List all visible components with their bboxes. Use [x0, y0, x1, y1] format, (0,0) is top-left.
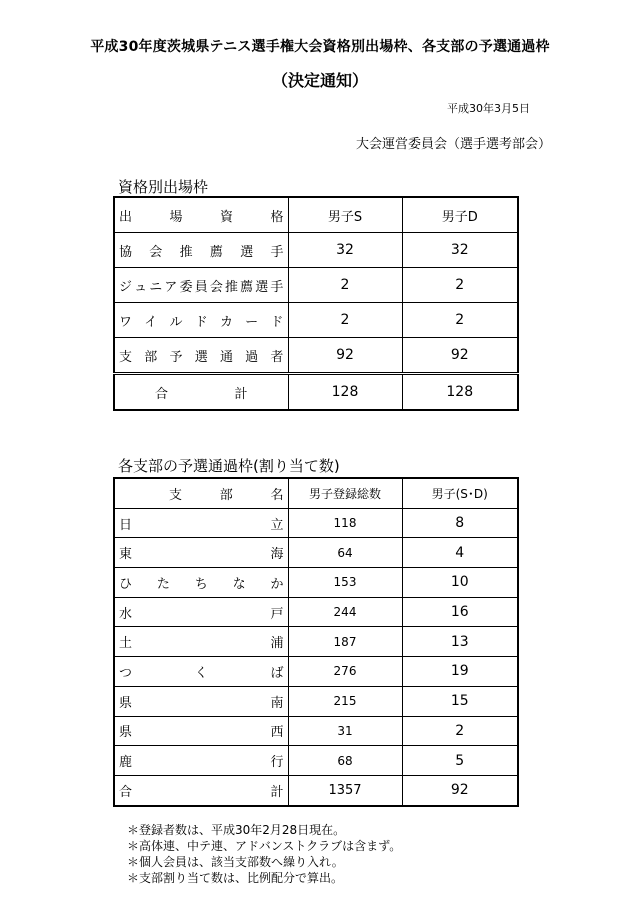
label-char: ド [270, 314, 284, 330]
label-char: 協 [119, 244, 133, 260]
label-char: 部 [144, 349, 158, 365]
label-char: 推 [179, 244, 193, 260]
label-char: 手 [270, 279, 284, 295]
header-cell-qualification [114, 197, 288, 233]
table-row [114, 627, 518, 657]
label-char: イ [144, 314, 158, 330]
spread-label [119, 346, 284, 365]
label-char: ア [164, 279, 178, 295]
quota-value: 10 [402, 568, 518, 598]
footnote: ＊支部割り当て数は、比例配分で算出。 [127, 871, 344, 885]
label-char: 出 [119, 209, 133, 225]
label-char: た [156, 576, 170, 592]
label-char: 水 [119, 606, 133, 622]
spread-label [119, 206, 284, 225]
registered-count: 31 [288, 716, 402, 746]
footnote: ＊個人会員は、該当支部数へ繰り入れ。 [127, 855, 344, 869]
spread-label [119, 514, 284, 533]
branch-name [114, 538, 288, 568]
label-char: ル [169, 314, 183, 330]
total-quota: 92 [402, 775, 518, 805]
label-char: ち [194, 576, 208, 592]
row-label [114, 338, 288, 374]
spread-label [119, 573, 284, 592]
total-value: 128 [402, 374, 518, 411]
label-char: 予 [169, 349, 183, 365]
label-char: 合 [119, 784, 133, 800]
quota-value: 4 [402, 538, 518, 568]
quota-value: 8 [402, 508, 518, 538]
branch-name [114, 716, 288, 746]
registered-count: 244 [288, 597, 402, 627]
label-char: 薦 [209, 244, 223, 260]
label-char: 計 [234, 386, 248, 402]
spread-label [119, 241, 284, 260]
label-char: 過 [245, 349, 259, 365]
label-char: 格 [270, 209, 284, 225]
registered-count: 64 [288, 538, 402, 568]
spread-label [119, 632, 284, 651]
branches-section-title: 各支部の予選通過枠(割り当て数) [118, 457, 340, 475]
quota-value: 5 [402, 746, 518, 776]
registered-count: 215 [288, 686, 402, 716]
label-char: 計 [270, 784, 284, 800]
footnotes [127, 822, 401, 886]
label-char: ジ [119, 279, 133, 295]
total-row [114, 775, 518, 805]
spread-label [119, 276, 284, 295]
value-cell: 92 [402, 338, 518, 374]
label-char: ひ [119, 576, 133, 592]
table-row [114, 568, 518, 598]
spread-label [119, 662, 284, 681]
qualification-table [113, 196, 519, 411]
label-char: 戸 [270, 606, 284, 622]
label-char: 鹿 [119, 755, 133, 771]
label-char: 行 [270, 755, 284, 771]
issue-date: 平成30年3月5日 [447, 102, 530, 115]
quota-value: 15 [402, 686, 518, 716]
label-char: 選 [255, 279, 269, 295]
spread-label [119, 692, 284, 711]
spread-label [119, 721, 284, 740]
label-char: 選 [240, 244, 254, 260]
spread-label [119, 484, 284, 503]
label-char: 薦 [240, 279, 254, 295]
header-cell-men-singles: 男子S [288, 197, 402, 233]
label-char: く [194, 665, 208, 681]
label-char: 西 [270, 725, 284, 741]
quota-value: 19 [402, 657, 518, 687]
spread-label [119, 543, 284, 562]
label-char: 部 [219, 487, 233, 503]
label-char: ュ [134, 279, 148, 295]
header-cell-men-doubles: 男子D [402, 197, 518, 233]
table-row [114, 233, 518, 268]
label-char: 東 [119, 547, 133, 563]
table-header-row [114, 478, 518, 508]
table-row [114, 338, 518, 374]
label-char: カ [219, 314, 233, 330]
label-char: ニ [149, 279, 163, 295]
branch-name [114, 746, 288, 776]
total-label [114, 775, 288, 805]
label-char: 者 [270, 349, 284, 365]
table-row [114, 746, 518, 776]
row-label [114, 233, 288, 268]
label-char: 海 [270, 547, 284, 563]
quota-value: 16 [402, 597, 518, 627]
table-row [114, 508, 518, 538]
label-char: 通 [219, 349, 233, 365]
label-char: 県 [119, 725, 133, 741]
value-cell: 2 [402, 268, 518, 303]
table-header-row [114, 197, 518, 233]
value-cell: 2 [288, 268, 402, 303]
row-label [114, 268, 288, 303]
branch-name [114, 508, 288, 538]
branch-name [114, 627, 288, 657]
branch-name [114, 657, 288, 687]
table-row [114, 597, 518, 627]
value-cell: 2 [402, 303, 518, 338]
label-char: な [232, 576, 246, 592]
value-cell: 92 [288, 338, 402, 374]
total-registered: 1357 [288, 775, 402, 805]
label-char: 会 [209, 279, 223, 295]
label-char: ー [245, 314, 259, 330]
label-char: 浦 [270, 636, 284, 652]
spread-label [119, 751, 284, 770]
branch-name [114, 686, 288, 716]
label-char: 選 [194, 349, 208, 365]
label-char: 手 [270, 244, 284, 260]
table-row [114, 686, 518, 716]
registered-count: 118 [288, 508, 402, 538]
row-label [114, 303, 288, 338]
spread-label [119, 383, 284, 402]
registered-count: 68 [288, 746, 402, 776]
table-row [114, 303, 518, 338]
footnote: ＊高体連、中テ連、アドバンストクラブは含まず。 [127, 839, 402, 853]
label-char: 支 [119, 349, 133, 365]
label-char: 推 [224, 279, 238, 295]
header-cell-branch [114, 478, 288, 508]
label-char: 日 [119, 517, 133, 533]
footnote: ＊登録者数は、平成30年2月28日現在。 [127, 823, 346, 837]
registered-count: 187 [288, 627, 402, 657]
branch-name [114, 597, 288, 627]
label-char: か [270, 576, 284, 592]
spread-label [119, 781, 284, 800]
quota-value: 13 [402, 627, 518, 657]
value-cell: 2 [288, 303, 402, 338]
label-char: 合 [155, 386, 169, 402]
label-char: 県 [119, 695, 133, 711]
quota-value: 2 [402, 716, 518, 746]
header-cell-quota: 男子(S･D) [402, 478, 518, 508]
value-cell: 32 [288, 233, 402, 268]
label-char: 員 [194, 279, 208, 295]
label-char: 会 [149, 244, 163, 260]
label-char: ド [194, 314, 208, 330]
branches-table [113, 477, 519, 807]
label-char: 委 [179, 279, 193, 295]
page-title: 平成30年度茨城県テニス選手権大会資格別出場枠、各支部の予選通過枠 [90, 39, 550, 55]
organization-name: 大会運営委員会（選手選考部会） [356, 137, 552, 152]
page-subtitle: （決定通知） [271, 71, 368, 90]
label-char: 土 [119, 636, 133, 652]
spread-label [119, 311, 284, 330]
label-char: 資 [219, 209, 233, 225]
label-char: 名 [270, 487, 284, 503]
total-value: 128 [288, 374, 402, 411]
label-char: 場 [169, 209, 183, 225]
table-row [114, 538, 518, 568]
label-char: 立 [270, 517, 284, 533]
registered-count: 276 [288, 657, 402, 687]
total-row [114, 374, 518, 411]
label-char: 南 [270, 695, 284, 711]
spread-label [119, 603, 284, 622]
table-row [114, 657, 518, 687]
header-cell-registered: 男子登録総数 [288, 478, 402, 508]
table-row [114, 268, 518, 303]
registered-count: 153 [288, 568, 402, 598]
value-cell: 32 [402, 233, 518, 268]
label-char: ワ [119, 314, 133, 330]
label-char: つ [119, 665, 133, 681]
label-char: 支 [169, 487, 183, 503]
label-char: ば [270, 665, 284, 681]
total-label [114, 374, 288, 411]
qualification-section-title: 資格別出場枠 [118, 178, 209, 196]
table-row [114, 716, 518, 746]
branch-name [114, 568, 288, 598]
